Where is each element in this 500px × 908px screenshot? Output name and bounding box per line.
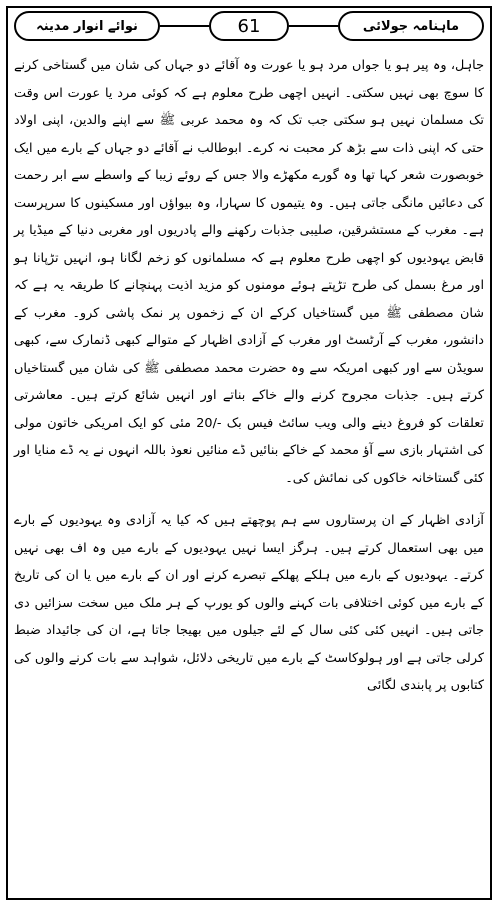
paragraph-2: آزادی اظہار کے ان پرستاروں سے ہم پوچھتے ہیں کہ کیا یہ آزادی وہ یہودیوں کے بارے میں بھی استعمال کرتے ہیں۔ ہرگز ایسا نہیں یہودیوں کے بارے میں وہ اف بھی نہیں کرتے۔ یہودیوں کے بارے میں ہلکے پھلکے تبصرے کرنے اور ان کے بارے میں یا ان کی تاریخ کے بارے میں کوئی اختلافی بات کہنے والوں کو یورپ کے ہر ملک میں سخت سزائیں دی جاتی ہیں۔ انہیں کئی کئی سال کے لئے جیلوں میں بھیجا جاتا ہے، ان کی جائیداد ضبط کرلی جاتی ہے اور ہولوکاسٹ کے بارے میں تاریخی دلائل، شواہد سے بات کرنے والوں کی کتابوں پر پابندی لگائی [14, 513, 484, 693]
magazine-title: ماہنامہ جولائی [338, 11, 484, 41]
paragraph-1: جاہل، وہ پیر ہو یا جواں مرد ہو یا عورت وہ آقائے دو جہاں کی شان میں گستاخی کرنے کا سوچ بھی نہیں سکتی۔ انہیں اچھی طرح معلوم ہے کہ کوئی مرد یا عورت اس وقت تک مسلمان نہیں ہو سکتی جب تک کہ وہ محمد عربی ﷺ سے اپنے والدین، اپنی اولاد حتی کہ اپنی ذات سے بڑھ کر محبت نہ کرے۔ ابوطالب نے آقائے دو جہاں کے بارے میں ایک خوبصورت شعر کہا تھا وہ گورے مکھڑے والا جس کے روئے زیبا کے واسطے سے ابر رحمت کی دعائیں مانگی جاتی ہیں۔ وہ یتیموں کا سہارا، وہ بیواؤں اور مسکینوں کا سرپرست ہے۔ مغرب کے مستشرقین، صلیبی جذبات رکھنے والے پادریوں اور مغربی دنیا کے میڈیا پر قابض یہودیوں کو اچھی طرح معلوم ہے کہ مسلمانوں کو زخم لگانا ہو، انہیں تڑپانا ہو اور مرغ بسمل کی طرح تڑپتے ہوئے مومنوں کو مزید اذیت پہنچانے کا طریقہ یہ ہے کہ شان مصطفی ﷺ میں گستاخیاں کرکے ان کے زخموں پر نمک پاشی کرو۔ مغرب کے دانشور، مغرب کے آرٹسٹ اور مغرب کے آزادی اظہار کے متوالے کبھی ڈنمارک سے، کبھی سویڈن سے اور کبھی امریکہ سے وہ حضرت محمد مصطفی ﷺ کی شان میں گستاخیاں کرتے ہیں۔ جذبات مجروح کرنے والے خاکے بناتے اور انہیں شائع کرتے ہیں۔ معاشرتی تعلقات کو فروغ دینے والی ویب سائٹ فیس بک -/20 مئی کو ایک امریکی خاتون مولی کی اشتہار بازی سے آؤ محمد کے خاکے بنائیں ڈے منائیں نعوذ باللہ انہوں نے یہ ڈے منایا اور کئی گستاخانہ خاکوں کی نمائش کی۔ [14, 58, 484, 486]
page-frame [6, 6, 492, 900]
article-body [14, 52, 484, 700]
page-number: 61 [209, 11, 289, 41]
page-header [8, 8, 490, 44]
publication-name: نوائے انوار مدینہ [14, 11, 160, 41]
header-rule-left [160, 25, 209, 27]
header-rule-right [289, 25, 338, 27]
